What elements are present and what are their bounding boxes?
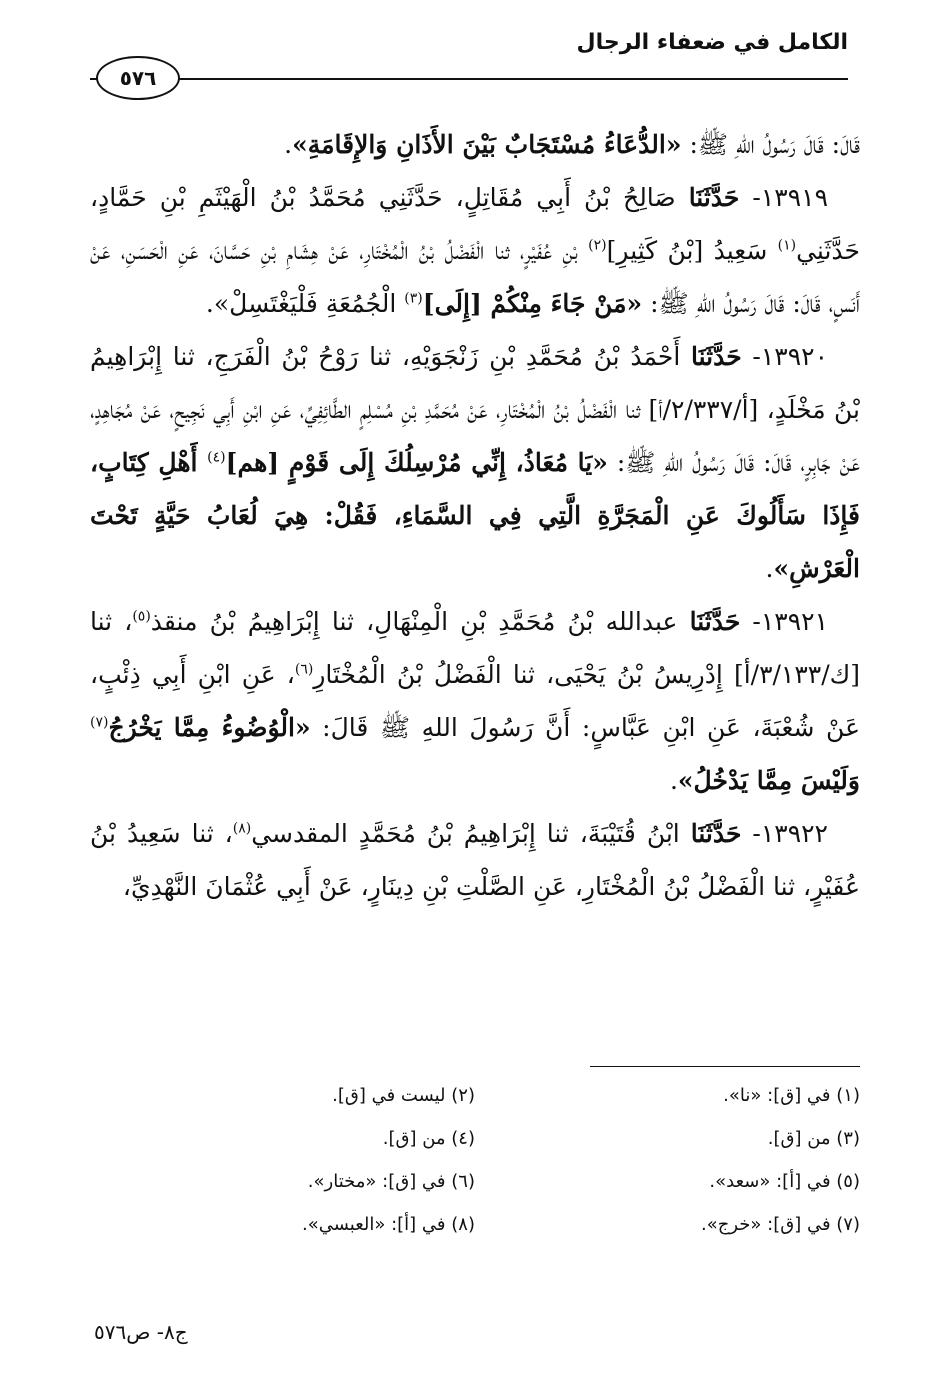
footnote-row: [90, 1074, 860, 1117]
hadith-text: «الدُّعَاءُ مُسْتَجَابٌ بَيْنَ الأَذَانِ وَالإِقَامَةِ»: [292, 130, 682, 159]
hadith-text: أَهْلِ كِتَابٍ، فَإِذَا سَأَلُوكَ عَنِ الْمَجَرَّةِ الَّتِي فِي السَّمَاءِ، فَقُلْ: هِيَ لُعَابُ حَيَّةٍ تَحْتَ الْعَرْشِ»: [90, 448, 860, 583]
paragraph: [90, 595, 860, 807]
isnad-text: .: [669, 766, 678, 795]
paragraph: [90, 807, 860, 913]
isnad-text: صَالِحُ بْنُ أَبِي مُقَاتِلٍ، حَدَّثَنِي مُحَمَّدُ بْنُ الْهَيْثَمِ بْنِ حَمَّادٍ، حَدَّثَنِي: [90, 183, 861, 265]
hadith-number: ١٣٩٢١-: [740, 607, 828, 636]
isnad-text: ، ثنا [ك/٣/١٣٣/أ] إِدْرِيسُ بْنُ يَحْيَى، ثنا الْفَضْلُ بْنُ الْمُخْتَارِ: [90, 607, 861, 689]
isnad-text: أَحْمَدُ بْنُ مُحَمَّدِ بْنِ زَنْجَوَيْهِ، ثنا رَوْحُ بْنُ الْفَرَجِ، ثنا إِبْرَاهِيمُ بْنُ مَخْلَدٍ، [أ/٢/٣٣٧/أ] ثنا الْفَضْلُ بْنُ الْمُخْتَارِ، عَنْ مُحَمَّدِ بْنِ مُسْلِمٍ الطَّائِفِيِّ، عَنِ ابْنِ أَبِي نَجِيحٍ، عَنْ مُجَاهِدٍ، عَنْ جَابِرٍ، قَالَ: قَالَ رَسُولُ اللهِ ﷺ:: [90, 342, 861, 477]
footnote-separator: [590, 1066, 860, 1067]
isnad-text: قَالَ: قَالَ رَسُولُ اللهِ ﷺ:: [681, 130, 860, 159]
hadith-text: وَلَيْسَ مِمَّا يَدْخُلُ»: [677, 766, 860, 795]
footnote-marker: (٣): [404, 290, 423, 307]
hadith-number: ١٣٩١٩-: [739, 183, 828, 212]
paragraph: [90, 171, 860, 330]
page-number: ٥٧٦: [96, 56, 180, 100]
isnad-text: عبدالله بْنُ مُحَمَّدِ بْنِ الْمِنْهَالِ، ثنا إِبْرَاهِيمُ بْنُ منقذ: [150, 607, 690, 636]
hadith-number: ١٣٩٢٢-: [741, 819, 828, 848]
footnote: (٤) من [ق].: [382, 1128, 475, 1149]
isnad-text: .: [205, 289, 214, 318]
isnad-text: الْجُمُعَةِ فَلْيَغْتَسِلْ»: [213, 289, 405, 318]
footnote-row: [90, 1160, 860, 1203]
hadith-number: ١٣٩٢٠-: [741, 342, 828, 371]
isnad-text: سَعِيدُ [بْنُ كَثِيرِ]: [606, 236, 778, 265]
hadith-text: «يَا مُعَاذُ، إِنِّي مُرْسِلُكَ إِلَى قَوْمٍ [هم]: [225, 448, 608, 477]
footnote-marker: (٢): [588, 237, 607, 254]
isnad-text: .: [765, 554, 774, 583]
footnote-marker: (٦): [294, 661, 314, 678]
main-text: [90, 118, 860, 913]
footnote: (١) في [ق]: «نا».: [723, 1085, 860, 1106]
hadith-text: «الْوُضُوءُ مِمَّا يَخْرُجُ: [108, 713, 311, 742]
paragraph: [90, 330, 860, 595]
paragraph: [90, 118, 860, 171]
footnote: (٨) في [أ]: «العبسي».: [301, 1214, 475, 1235]
footnote: (٦) في [ق]: «مختار».: [307, 1171, 475, 1192]
footnotes: [90, 1074, 860, 1246]
isnad-text: ، عَنِ ابْنِ أَبِي ذِئْبٍ، عَنْ شُعْبَةَ، عَنِ ابْنِ عَبَّاسٍ: أَنَّ رَسُولَ اللهِ ﷺ قَالَ:: [90, 660, 861, 742]
haddathana-keyword: حَدَّثَنَا: [691, 342, 742, 371]
haddathana-keyword: حَدَّثَنَا: [688, 183, 740, 212]
haddathana-keyword: حَدَّثَنَا: [690, 819, 742, 848]
footnote: (٥) في [أ]: «سعد».: [709, 1171, 860, 1192]
hadith-text: «مَنْ جَاءَ مِنْكُمْ [إِلَى]: [422, 289, 643, 318]
header-rule: [90, 78, 848, 80]
footnote-marker: (٥): [132, 608, 151, 625]
isnad-text: ابْنُ قُتَيْبَةَ، ثنا إِبْرَاهِيمُ بْنُ مُحَمَّدٍ المقدسي: [251, 819, 691, 848]
footnote-marker: (١): [777, 237, 797, 254]
footnote-row: [90, 1117, 860, 1160]
footnote-marker: (٤): [207, 449, 226, 466]
isnad-text: ، ثنا سَعِيدُ بْنُ عُفَيْرٍ، ثنا الْفَضْلُ بْنُ الْمُخْتَارِ، عَنِ الصَّلْتِ بْنِ دِينَارٍ، عَنْ أَبِي عُثْمَانَ النَّهْدِيِّ،: [90, 819, 860, 901]
footnote-marker: (٨): [232, 820, 252, 837]
footnote: (٢) ليست في [ق].: [332, 1085, 475, 1106]
volume-page-reference: ج٨- ص٥٧٦: [94, 1320, 188, 1344]
haddathana-keyword: حَدَّثَنَا: [689, 607, 741, 636]
footnote-row: [90, 1203, 860, 1246]
footnote: (٣) من [ق].: [767, 1128, 860, 1149]
footnote-marker: (٧): [90, 714, 109, 731]
footnote: (٧) في [ق]: «خرج».: [701, 1214, 860, 1235]
isnad-text: بْنِ عُفَيْرٍ، ثنا الْفَضْلُ بْنُ الْمُخْتَارِ، عَنْ هِشَامِ بْنِ حَسَّانَ، عَنِ الْحَسَنِ، عَنْ أَنَسٍ، قَالَ: قَالَ رَسُولُ اللهِ ﷺ:: [90, 236, 860, 318]
isnad-text: .: [284, 130, 293, 159]
running-header-title: الكامل في ضعفاء الرجال: [576, 30, 848, 55]
